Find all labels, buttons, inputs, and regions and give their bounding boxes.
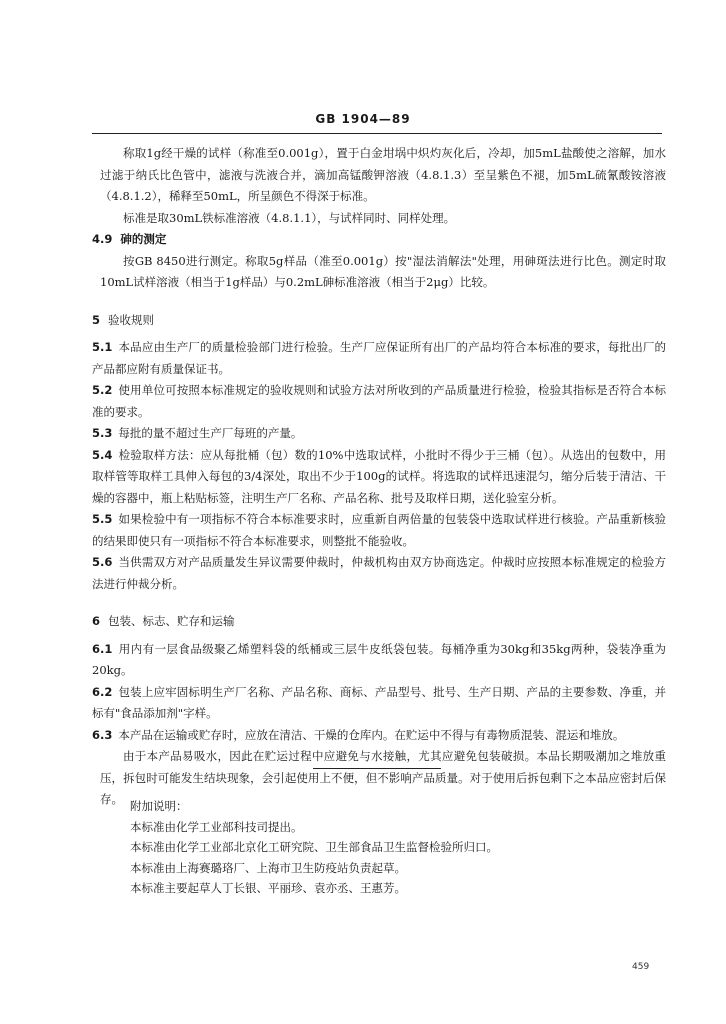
clause-number: 5.2 xyxy=(92,383,113,397)
appendix-line: 本标准由上海赛璐珞厂、上海市卫生防疫站负责起草。 xyxy=(130,860,406,875)
clause-5-3 xyxy=(92,423,666,445)
section-number: 5 xyxy=(92,312,101,327)
page-header: GB 1904—89 xyxy=(315,112,411,126)
section-divider xyxy=(313,768,441,769)
clause-text: 包装上应牢固标明生产厂名称、产品名称、商标、产品型号、批号、生产日期、产品的主要参数、净重，并标有"食品添加剂"字样。 xyxy=(92,684,666,720)
section-title: 验收规则 xyxy=(108,312,155,327)
clause-number: 5.3 xyxy=(92,426,113,440)
clause-5-1 xyxy=(92,337,666,380)
paragraph: 标准是取30mL铁标准溶液（4.8.1.1），与试样同时、同样处理。 xyxy=(123,210,456,225)
section-title: 包装、标志、贮存和运输 xyxy=(108,614,235,628)
appendix-line: 本标准由化学工业部科技司提出。 xyxy=(130,819,303,834)
clause-5-4 xyxy=(92,445,666,510)
clause-number: 5.5 xyxy=(92,512,113,526)
paragraph: 由于本产品易吸水，因此在贮运过程中应避免与水接触，尤其应避免包装破损。本品长期吸潮加之堆放重压，拆包时可能发生结块现象，会引起使用上不便，但不影响产品质量。对于使用后拆包剩下之本品应密封后保存。 xyxy=(100,749,666,806)
document-body xyxy=(92,143,666,811)
clause-text: 使用单位可按照本标准规定的验收规则和试验方法对所收到的产品质量进行检验，检验其指标是否符合本标准的要求。 xyxy=(92,383,666,419)
section-5-heading xyxy=(92,310,666,332)
section-6-heading xyxy=(92,611,666,633)
appendix-line: 本标准主要起草人丁长银、平丽珍、袁亦丞、王惠芳。 xyxy=(130,881,406,895)
clause-number: 5.1 xyxy=(92,340,113,354)
appendix-notes xyxy=(130,796,630,899)
clause-6-1 xyxy=(92,639,666,682)
clause-6-2 xyxy=(92,682,666,725)
header-rule xyxy=(92,133,662,134)
clause-5-6 xyxy=(92,552,666,595)
clause-6-3 xyxy=(92,725,666,747)
appendix-title: 附加说明： xyxy=(130,799,188,813)
appendix-line: 本标准由化学工业部北京化工研究院、卫生部食品卫生监督检验所归口。 xyxy=(130,840,498,854)
section-number: 6 xyxy=(92,614,101,628)
section-title: 砷的测定 xyxy=(120,232,167,246)
clause-text: 用内有一层食品级聚乙烯塑料袋的纸桶或三层牛皮纸袋包装。每桶净重为30kg和35kg两种，袋装净重为20kg。 xyxy=(92,641,666,677)
section-number: 4.9 xyxy=(92,232,113,246)
clause-number: 5.4 xyxy=(92,447,113,462)
clause-number: 6.2 xyxy=(92,684,113,699)
clause-text: 当供需双方对产品质量发生异议需要仲裁时，仲裁机构由双方协商选定。仲裁时应按照本标准规定的检验方法进行仲裁分析。 xyxy=(92,555,666,591)
clause-text: 检验取样方法：应从每批桶（包）数的10%中选取试样，小批时不得少于三桶（包）。从选出的包数中，用取样管等取样工具伸入每包的3/4深处，取出不少于100g的试样。将选取的试样迅速混匀，缩分后装于清洁、干燥的容器中，瓶上粘贴标签，注明生产厂名称、产品名称、批号及取样日期，送化验室分析。 xyxy=(92,447,666,505)
clause-text: 每批的量不超过生产厂每班的产量。 xyxy=(118,426,303,440)
paragraph: 称取1g经干燥的试样（称准至0.001g），置于白金坩埚中炽灼灰化后，冷却，加5mL盐酸使之溶解，加水过滤于纳氏比色管中，滤液与洗液合并，滴加高锰酸钾溶液（4.8.1.3）至呈紫色不褪，加5mL硫氰酸铵溶液（4.8.1.2），稀释至50mL，所呈颜色不得深于标准。 xyxy=(100,146,666,203)
clause-number: 5.6 xyxy=(92,555,113,569)
clause-5-5 xyxy=(92,509,666,552)
section-4-9-heading xyxy=(92,229,666,251)
clause-number: 6.1 xyxy=(92,641,113,656)
clause-text: 本品应由生产厂的质量检验部门进行检验。生产厂应保证所有出厂的产品均符合本标准的要求，每批出厂的产品都应附有质量保证书。 xyxy=(92,340,666,376)
clause-text: 本产品在运输或贮存时，应放在清洁、干燥的仓库内。在贮运中不得与有毒物质混装、混运和堆放。 xyxy=(118,727,625,742)
clause-5-2 xyxy=(92,380,666,423)
clause-number: 6.3 xyxy=(92,727,113,742)
paragraph: 按GB 8450进行测定。称取5g样品（准至0.001g）按"湿法消解法"处理，用砷斑法进行比色。测定时取10mL试样溶液（相当于1g样品）与0.2mL砷标准溶液（相当于2μg）比较。 xyxy=(100,253,666,289)
page-number: 459 xyxy=(632,962,650,972)
clause-text: 如果检验中有一项指标不符合本标准要求时，应重新自两倍量的包装袋中选取试样进行核验。产品重新核验的结果即使只有一项指标不符合本标准要求，则整批不能验收。 xyxy=(92,512,666,548)
